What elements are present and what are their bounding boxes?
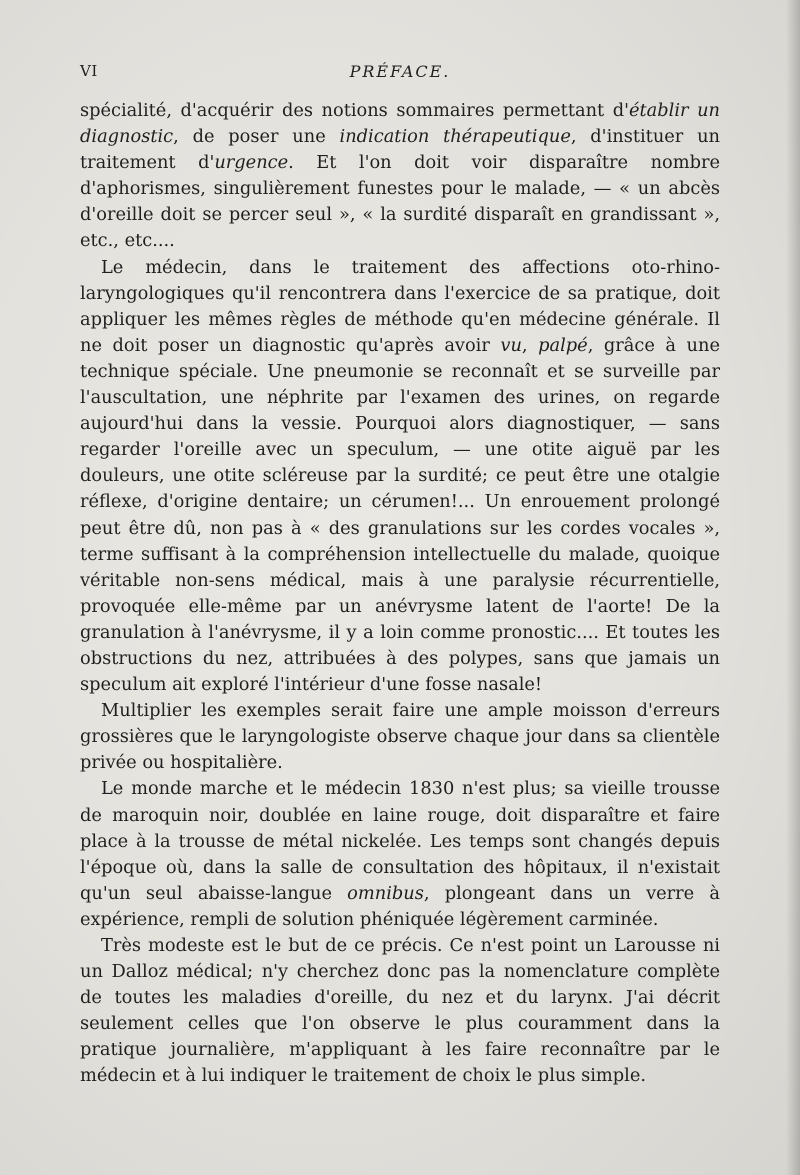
running-title: PRÉFACE. — [349, 62, 451, 81]
text-run: Multiplier les exemples serait faire une ample moisson d'erreurs grossières que le laryngologiste observe chaque jour dans sa clientèle privée ou hospitalière. — [80, 700, 720, 774]
text-run: Le monde marche et le médecin 1830 n'est plus; sa vieille trousse de maroquin noir, doublée en laine rouge, doit disparaître et faire place à la trousse de métal nickelée. Les temps sont changés depuis l'époque où, dans la salle de consultation des hôpitaux, il n'existait qu'un seul abaisse-langue — [80, 778, 720, 904]
text-run: spécialité, d'acquérir des notions sommaires permettant d' — [80, 100, 629, 121]
italic-phrase: urgence — [214, 152, 289, 174]
text-run: , de poser une — [173, 126, 340, 148]
text-run: , plongeant dans un verre à expérience, rempli de solution phéniquée légèrement carminée. — [80, 882, 720, 930]
body-text — [80, 98, 720, 1090]
italic-phrase: vu — [500, 334, 522, 356]
italic-phrase: indication thérapeutique — [339, 126, 571, 148]
paragraph-2 — [80, 255, 720, 699]
text-run: Le médecin, dans le traitement des affections oto-rhino-laryngologiques qu'il rencontrera dans l'exercice de sa pratique, doit appliquer les mêmes règles de méthode qu'en médecine générale. Il ne doit poser un diagnostic qu'après avoir — [80, 256, 720, 356]
text-run: . Et l'on doit voir disparaître nombre d'aphorismes, singulièrement funestes pour le malade, — « un abcès d'oreille doit se percer seul », « la surdité disparaît en grandissant », etc., etc.... — [80, 152, 720, 252]
page-header — [80, 62, 720, 86]
paragraph-5 — [80, 933, 720, 1090]
italic-phrase: palpé — [538, 334, 588, 356]
paragraph-3 — [80, 698, 720, 776]
text-run: , grâce à une technique spéciale. Une pneumonie se reconnaît et se surveille par l'auscultation, une néphrite par l'examen des urines, on regarde aujourd'hui dans la vessie. Pourquoi alors diagnostiquer, — sans regarder l'oreille avec un speculum, — une otite aiguë par les douleurs, une otite scléreuse par la surdité; ce peut être une otalgie réflexe, d'origine dentaire; un cérumen!... Un enrouement prolongé peut être dû, non pas à « des granulations sur les cordes vocales », terme suffisant à la compréhension intellectuelle du malade, quoique véritable non-sens médical, mais à une paralysie récurrentielle, provoquée elle-même par un anévrysme latent de l'aorte! De la granulation à l'anévrysme, il y a loin comme pronostic.... Et toutes les obstructions du nez, attribuées à des polypes, sans que jamais un speculum ait exploré l'intérieur d'une fosse nasale! — [80, 334, 720, 696]
text-run: , d'instituer un traitement d' — [80, 126, 720, 174]
italic-phrase: établir un diagnostic — [80, 100, 720, 148]
italic-phrase: omnibus — [347, 882, 424, 904]
page-number: VI — [80, 62, 98, 80]
paragraph-4 — [80, 776, 720, 933]
text-run: , — [521, 334, 539, 356]
text-run: Très modeste est le but de ce précis. Ce n'est point un Larousse ni un Dalloz médical; n'y cherchez donc pas la nomenclature complète de toutes les maladies d'oreille, du nez et du larynx. J'ai décrit seulement celles que l'on observe le plus couramment dans la pratique journalière, m'appliquant à les faire reconnaître par le médecin et à lui indiquer le traitement de choix le plus simple. — [80, 935, 720, 1087]
paragraph-1 — [80, 98, 720, 255]
